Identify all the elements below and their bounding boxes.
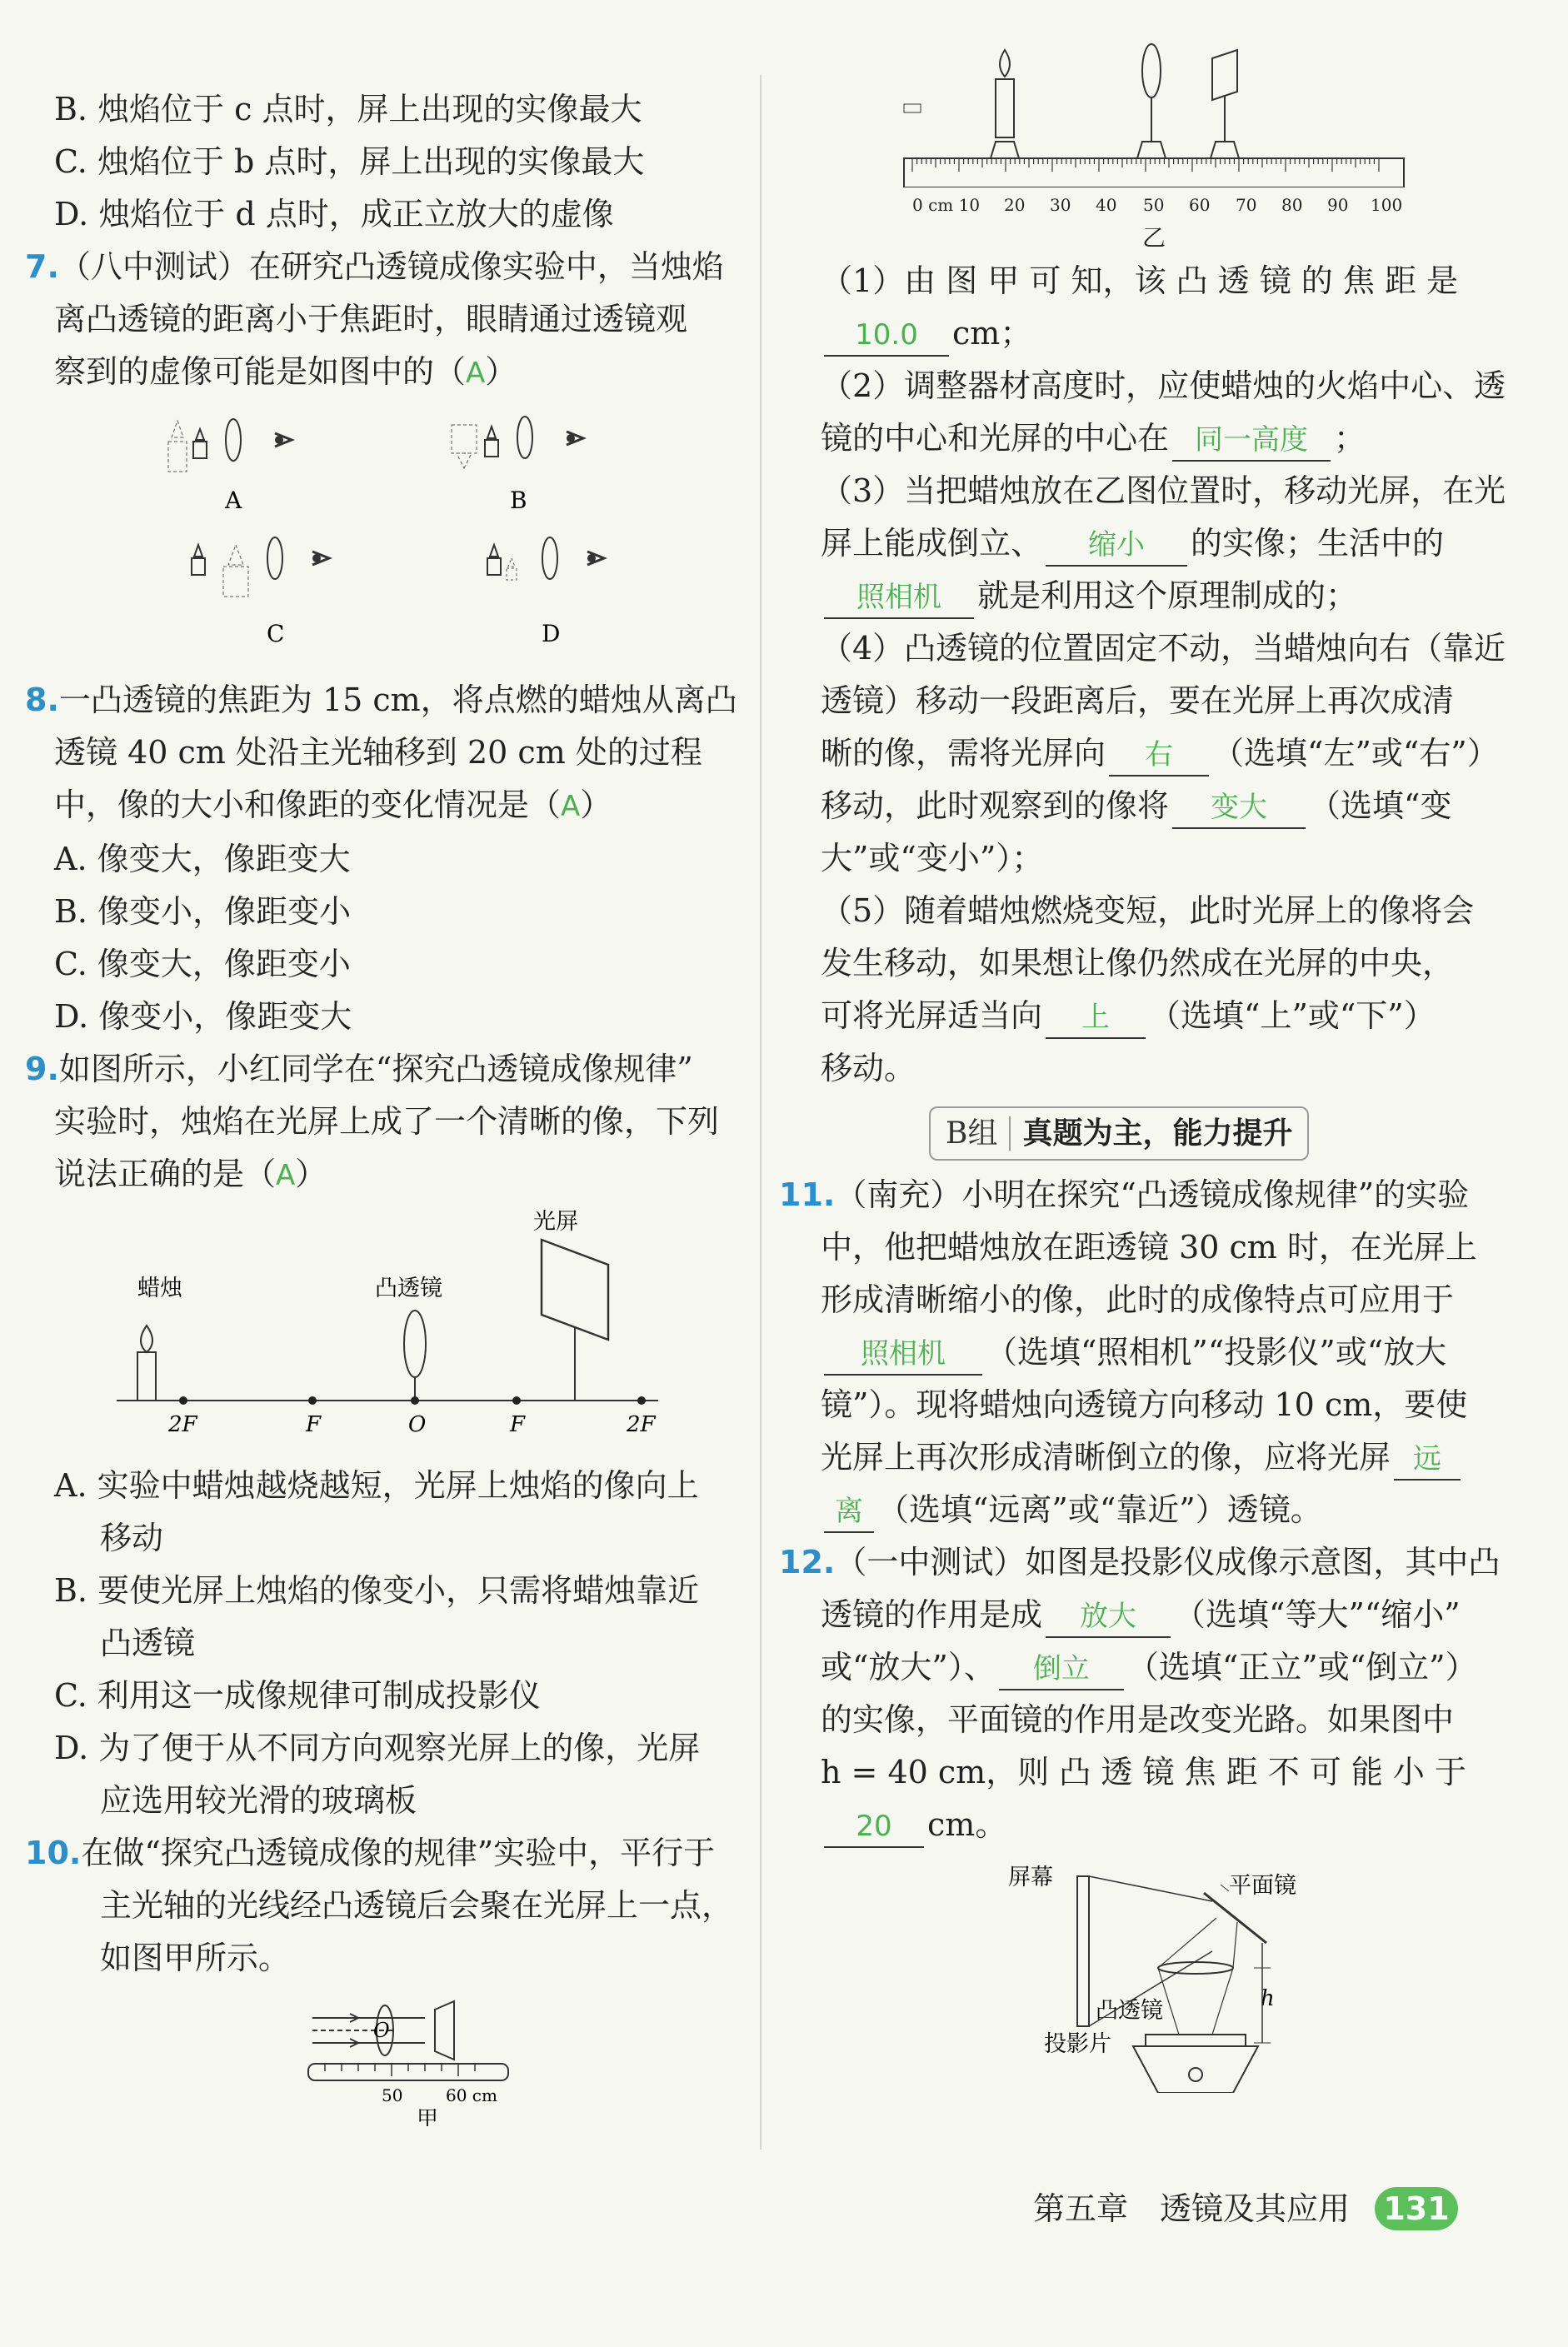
p1-answer-blank: 10.0 — [824, 315, 949, 357]
q9-option-a: A. 实验中蜡烛越烧越短，光屏上烛焰的像向上 — [54, 1467, 699, 1504]
q12-screen — [1077, 1876, 1089, 2026]
yi-optical-bench — [904, 158, 1404, 187]
p2-line1: （2）调整器材高度时，应使蜡烛的火焰中心、透 — [821, 367, 1506, 404]
q11-number: 11. — [779, 1176, 836, 1213]
yi-lens — [1137, 44, 1166, 158]
q9-screen — [542, 1240, 608, 1340]
q9-line1: 9.如图所示，小红同学在“探究凸透镜成像规律” — [25, 1051, 693, 1087]
q10-line3: 如图甲所示。 — [100, 1940, 291, 1976]
q7-figure — [25, 400, 750, 658]
svg-text:O: O — [408, 1412, 427, 1437]
q7-label-b: B — [510, 487, 527, 514]
q7-number: 7. — [25, 248, 59, 285]
q12-line3: 或“放大”）、 倒立 （选填“正立”或“倒立”） — [821, 1641, 1487, 1694]
p3-line1: （3）当把蜡烛放在乙图位置时，移动光屏，在光 — [821, 472, 1506, 509]
q9-number: 9. — [25, 1051, 59, 1087]
p3-line2: 屏上能成倒立、 缩小 的实像；生活中的 — [821, 517, 1487, 570]
q12-line6: 20 cm。 — [821, 1799, 1487, 1851]
q12-lamp-box — [1133, 2046, 1258, 2093]
q6-option-d: D. 烛焰位于 d 点时，成正立放大的虚像 — [54, 196, 614, 232]
q12-slide-label: 投影片 — [1044, 2031, 1111, 2057]
q8-option-c: C. 像变大，像距变小 — [54, 946, 351, 982]
q8-answer: A — [561, 790, 581, 823]
p4-line2: 透镜）移动一段距离后，要在光屏上再次成清 — [821, 682, 1455, 719]
svg-text:F: F — [510, 1412, 526, 1437]
q9-candle — [137, 1352, 156, 1401]
q11-line2: 中，他把蜡烛放在距透镜 30 cm 时，在光屏上 — [821, 1229, 1477, 1266]
q10-screen — [435, 2001, 454, 2060]
q12-number: 12. — [779, 1544, 836, 1580]
q7-line3: 察到的虚像可能是如图中的（A） — [54, 353, 517, 390]
svg-text:60 cm: 60 cm — [446, 2085, 497, 2105]
q8-option-a: A. 像变大，像距变大 — [54, 841, 351, 877]
q7-label-c: C — [267, 620, 285, 647]
svg-text:50: 50 — [382, 2085, 403, 2105]
yi-tick-labels: 0 cm 10 20 30 40 50 60 70 80 90 100 — [912, 195, 1403, 215]
chapter-title: 第五章 透镜及其应用 — [1033, 2190, 1351, 2227]
q12-mirror — [1204, 1893, 1266, 1943]
p5-answer-blank: 上 — [1046, 997, 1146, 1039]
q8-line3: 中，像的大小和像距的变化情况是（A） — [54, 786, 612, 823]
section-b-header-wrap — [821, 1106, 1487, 1161]
p4-line3: 晰的像，需将光屏向 右 （选填“左”或“右”） — [821, 727, 1487, 780]
q9-option-c: C. 利用这一成像规律可制成投影仪 — [54, 1677, 541, 1714]
q11-line1: 11.（南充）小明在探究“凸透镜成像规律”的实验 — [779, 1176, 1470, 1213]
q12-answer2-blank: 倒立 — [999, 1649, 1124, 1690]
q10-line2: 主光轴的光线经凸透镜后会聚在光屏上一点， — [100, 1887, 734, 1924]
p4-line1: （4）凸透镜的位置固定不动，当蜡烛向右（靠近 — [821, 630, 1506, 667]
q10-figure-yi — [821, 0, 1487, 187]
q11-line5: 镜”）。现将蜡烛向透镜方向移动 10 cm，要使 — [821, 1386, 1468, 1423]
q7-answer: A — [466, 357, 486, 390]
q7-option-b-figure — [452, 417, 583, 514]
right-column — [779, 83, 1506, 2109]
p4-answer2-blank: 变大 — [1172, 787, 1306, 829]
q9-lens-label: 凸透镜 — [375, 1276, 442, 1301]
q12-line1: 12.（一中测试）如图是投影仪成像示意图，其中凸 — [779, 1544, 1501, 1580]
q12-answer3-blank: 20 — [824, 1806, 924, 1848]
yi-candle — [991, 50, 1019, 158]
q7-option-a-figure — [168, 419, 292, 514]
p4-answer1-blank: 右 — [1109, 735, 1209, 777]
q12-projector-figure — [821, 1851, 1487, 2093]
q12-line4: 的实像，平面镜的作用是改变光路。如果图中 — [821, 1701, 1455, 1738]
q11-line3: 形成清晰缩小的像，此时的成像特点可应用于 — [821, 1281, 1455, 1318]
left-column: B. 烛焰位于 c 点时，屏上出现的实像最大 C. 烛焰位于 b 点时，屏上出现的实像最大 D. 烛焰位于 d 点时，成正立放大的虚像 7.（八中测试）在研究凸透镜成像实验中，当烛焰 离凸透镜的距离小于焦距时，眼睛通过透镜观 察到的虚像可能是如图中的（A） A B C D 8.一凸透镜的焦距为 15 cm，将点燃的蜡烛从离凸 透镜 40 cm 处沿主光轴移到 20 cm 处的过程 中，像的大小和像距的变化情况是（A） A. 像变大，像距变大 B. 像变小，像距变小 C. 像变大，像距变小 D. 像变小，像距变大 9.如图所示，小红同学在“探究凸透镜成像规律” 实验时，烛焰在光屏上成了一个清晰的像，下列 说法正确的是（A） 光屏 蜡烛 凸透镜 2F F O F 2F A. 实验中蜡烛越烧越短，光屏上烛焰的像向上 移动 B. 要使光屏上烛焰的像变小，只需将蜡烛靠近 凸透镜 C. 利用这一成像规律可制成投影仪 D. 为了便于从不同方向观察光屏上的像，光屏 应选用较光滑的玻璃板 10.在做“探究凸透镜成像的规律”实验中，平行于 主光轴的光线经凸透镜后会聚在光屏上一点， 如图甲所示。 O 50 60 cm 甲 — [25, 83, 750, 2142]
q12-lamp-icon — [1189, 2068, 1202, 2081]
q12-mirror-label: 平面镜 — [1229, 1873, 1296, 1899]
q7-line1: 7.（八中测试）在研究凸透镜成像实验中，当烛焰 — [25, 248, 724, 285]
p2-line2: 镜的中心和光屏的中心在 同一高度 ； — [821, 412, 1487, 465]
q9-answer: A — [276, 1159, 296, 1192]
svg-text:2F: 2F — [168, 1412, 197, 1437]
q7-label-a: A — [225, 487, 242, 514]
p3-answer2-blank: 照相机 — [824, 577, 974, 619]
q7-line2: 离凸透镜的距离小于焦距时，眼睛通过透镜观 — [54, 301, 688, 337]
p4-line4: 移动，此时观察到的像将 变大 （选填“变 — [821, 780, 1487, 832]
q11-line6: 光屏上再次形成清晰倒立的像，应将光屏 远 — [821, 1431, 1487, 1484]
q8-option-d: D. 像变小，像距变大 — [54, 998, 352, 1035]
q12-h-label: h — [1261, 1986, 1275, 2011]
q9-line2: 实验时，烛焰在光屏上成了一个清晰的像，下列 — [54, 1103, 720, 1140]
q11-line4: 照相机 （选填“照相机”“投影仪”或“放大 — [821, 1326, 1487, 1379]
q11-answer1-blank: 照相机 — [824, 1334, 982, 1376]
p5-line3: 可将光屏适当向 上 （选填“上”或“下”） — [821, 990, 1487, 1042]
q8-line1: 8.一凸透镜的焦距为 15 cm，将点燃的蜡烛从离凸 — [25, 682, 737, 718]
q12-line2: 透镜的作用是成 放大 （选填“等大”“缩小” — [821, 1589, 1487, 1641]
yi-caption: 乙 — [1141, 224, 1166, 252]
p1-line2: 10.0 cm； — [821, 307, 1487, 360]
q6-option-b: B. 烛焰位于 c 点时，屏上出现的实像最大 — [54, 91, 642, 127]
q12-screen-label: 屏幕 — [1008, 1865, 1053, 1890]
q12-line5: h = 40 cm，则 凸 透 镜 焦 距 不 可 能 小 于 — [821, 1754, 1467, 1790]
svg-text:O: O — [373, 2019, 390, 2042]
p2-answer-blank: 同一高度 — [1172, 420, 1331, 462]
q8-line2: 透镜 40 cm 处沿主光轴移到 20 cm 处的过程 — [54, 734, 702, 771]
q11-answer2a-blank: 远 — [1394, 1439, 1461, 1481]
yi-screen — [1211, 50, 1239, 158]
q12-slide — [1146, 2035, 1246, 2046]
p4-line5: 大”或“变小”）； — [821, 840, 1044, 876]
section-b-header: B组 真题为主，能力提升 — [929, 1106, 1309, 1161]
q12-lens — [1158, 1962, 1233, 1974]
p3-line3: 照相机 就是利用这个原理制成的； — [821, 570, 1487, 622]
q7-label-d: D — [542, 620, 561, 647]
q10-number: 10. — [25, 1835, 82, 1871]
q10-figure-jia — [25, 1985, 750, 2126]
column-divider — [760, 75, 762, 2150]
q10-caption: 甲 — [417, 2107, 439, 2126]
q6-option-c: C. 烛焰位于 b 点时，屏上出现的实像最大 — [54, 143, 645, 180]
q9-screen-label: 光屏 — [533, 1209, 578, 1235]
q8-number: 8. — [25, 682, 59, 718]
p5-line4: 移动。 — [821, 1050, 916, 1086]
p1-line1: （1）由 图 甲 可 知，该 凸 透 镜 的 焦 距 是 — [821, 262, 1459, 299]
q9-option-d: D. 为了便于从不同方向观察光屏上的像，光屏 — [54, 1730, 701, 1766]
q8-option-b: B. 像变小，像距变小 — [54, 893, 352, 930]
q9-option-b: B. 要使光屏上烛焰的像变小，只需将蜡烛靠近 — [54, 1572, 700, 1609]
q12-answer1-blank: 放大 — [1046, 1596, 1171, 1638]
q9-lens — [404, 1311, 426, 1377]
p5-line2: 发生移动，如果想让像仍然成在光屏的中央， — [821, 945, 1455, 981]
q7-option-d-figure — [487, 537, 604, 647]
p5-line1: （5）随着蜡烛燃烧变短，此时光屏上的像将会 — [821, 892, 1475, 929]
q12-lens-label: 凸透镜 — [1096, 1998, 1163, 2024]
svg-text:F: F — [306, 1412, 322, 1437]
q7-option-c-figure — [192, 537, 329, 647]
q10-line1: 10.在做“探究凸透镜成像的规律”实验中，平行于 — [25, 1835, 716, 1871]
q9-figure — [25, 1202, 750, 1444]
svg-text:2F: 2F — [627, 1412, 656, 1437]
q11-line7: 离 （选填“远离”或“靠近”）透镜。 — [821, 1484, 1487, 1536]
q11-answer2b-blank: 离 — [824, 1491, 874, 1533]
q9-flame-icon — [141, 1326, 152, 1352]
page-number: 131 — [1375, 2187, 1458, 2230]
page-footer — [1033, 2183, 1458, 2230]
q9-candle-label: 蜡烛 — [137, 1276, 182, 1301]
q9-line3: 说法正确的是（A） — [54, 1156, 327, 1192]
p3-answer1-blank: 缩小 — [1046, 525, 1187, 567]
